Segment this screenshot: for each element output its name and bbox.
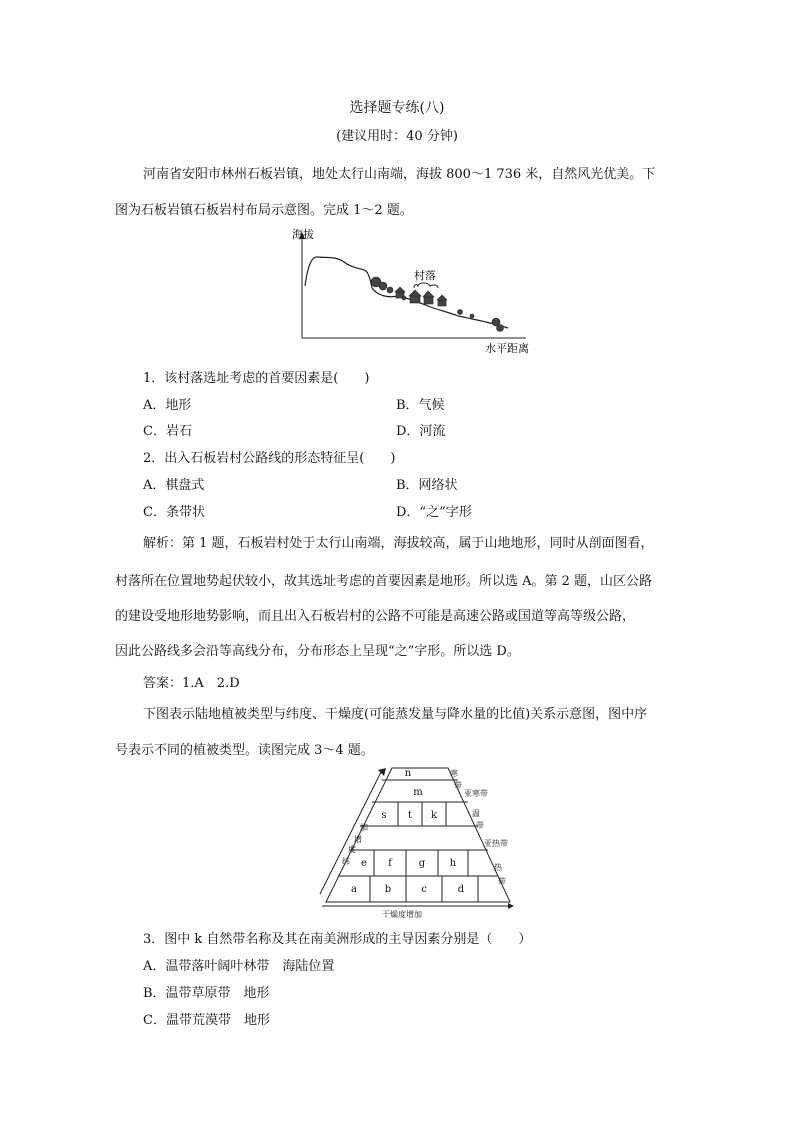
question-2-option-a[interactable]: A．棋盘式 (143, 478, 205, 493)
intro-paragraph-line: 号表示不同的植被类型。读图完成 3～4 题。 (115, 743, 374, 758)
village-brace (414, 283, 438, 288)
question-1-stem: 1．该村落选址考虑的首要因素是( ) (143, 371, 370, 386)
zone-tropical-label: 热 (494, 863, 502, 872)
page-subtitle: (建议用时：40 分钟) (336, 129, 458, 144)
zone-temperate-label: 带 (476, 821, 484, 830)
zone-subtropical-label: 亚热带 (484, 839, 508, 848)
zone-tropical-label: 带 (498, 877, 506, 886)
vegetation-triangle-figure (318, 764, 518, 919)
question-3-stem: 3．图中 k 自然带名称及其在南美洲形成的主导因素分别是（ ） (143, 932, 532, 947)
cell-g: g (418, 858, 426, 869)
x-axis-label: 水平距离 (485, 342, 529, 355)
analysis-line: 解析：第 1 题，石板岩村处于太行山南端，海拔较高，属于山地地形，同时从剖面图看， (143, 536, 654, 551)
question-3-option-a[interactable]: A．温带落叶阔叶林带 海陆位置 (143, 959, 335, 974)
intro-paragraph-line: 图为石板岩镇石板岩村布局示意图。完成 1～2 题。 (115, 203, 413, 218)
question-3-option-c[interactable]: C．温带荒漠带 地形 (143, 1013, 270, 1028)
terrain-profile-line (305, 257, 508, 328)
latitude-label: 纬 (342, 857, 350, 866)
question-1-option-d[interactable]: D．河流 (396, 424, 446, 439)
cell-n: n (404, 768, 412, 779)
zone-subcold-label: 亚寒带 (464, 789, 488, 798)
question-1-option-b[interactable]: B．气候 (396, 398, 445, 413)
latitude-label: 加 (360, 823, 368, 832)
question-2-option-d[interactable]: D．“之”字形 (396, 505, 472, 520)
cell-h: h (449, 858, 457, 869)
analysis-line: 因此公路线多会沿等高线分布，分布形态上呈现“之”字形。所以选 D。 (115, 644, 520, 659)
analysis-line: 的建设受地形地势影响，而且出入石板岩村的公路不可能是高速公路或国道等高等级公路， (115, 609, 636, 624)
cell-a: a (351, 884, 357, 895)
cell-f: f (388, 858, 392, 869)
zone-cold-label: 带 (454, 781, 462, 790)
village-houses-icon (371, 277, 504, 332)
cell-m: m (413, 787, 423, 798)
latitude-label: 增 (354, 835, 362, 844)
analysis-line: 村落所在位置地势起伏较小，故其选址考虑的首要因素是地形。所以选 A。第 2 题，山区公路 (115, 574, 653, 589)
cell-e: e (361, 858, 367, 869)
cell-k: k (430, 810, 438, 821)
question-1-option-c[interactable]: C．岩石 (143, 424, 192, 439)
cell-s: s (381, 810, 387, 821)
dryness-label: 干燥度增加 (382, 910, 422, 919)
question-2-stem: 2．出入石板岩村公路线的形态特征呈( ) (143, 451, 396, 466)
cell-b: b (384, 884, 392, 895)
cell-d: d (457, 884, 465, 895)
question-1-option-a[interactable]: A．地形 (143, 398, 192, 413)
answer-line: 答案：1.A 2.D (143, 676, 240, 691)
intro-paragraph-line: 下图表示陆地植被类型与纬度、干燥度(可能蒸发量与降水量的比值)关系示意图，图中序 (143, 707, 648, 722)
page-title: 选择题专练(八) (349, 100, 445, 116)
cell-c: c (421, 884, 427, 895)
y-axis-label: 海拔 (292, 228, 314, 241)
question-3-option-b[interactable]: B．温带草原带 地形 (143, 986, 270, 1001)
village-label: 村落 (414, 269, 436, 282)
zone-temperate-label: 温 (472, 809, 480, 818)
latitude-arrow (320, 770, 382, 894)
question-2-option-c[interactable]: C．条带状 (143, 505, 205, 520)
cell-t: t (407, 810, 413, 821)
zone-cold-label: 寒 (450, 769, 458, 778)
elevation-profile-figure (288, 224, 534, 360)
intro-paragraph-line: 河南省安阳市林州石板岩镇，地处太行山南端，海拔 800～1 736 米，自然风光优美。下 (143, 167, 656, 182)
latitude-label: 度 (348, 845, 356, 854)
question-2-option-b[interactable]: B．网络状 (396, 478, 458, 493)
dryness-arrow-icon (508, 903, 514, 909)
